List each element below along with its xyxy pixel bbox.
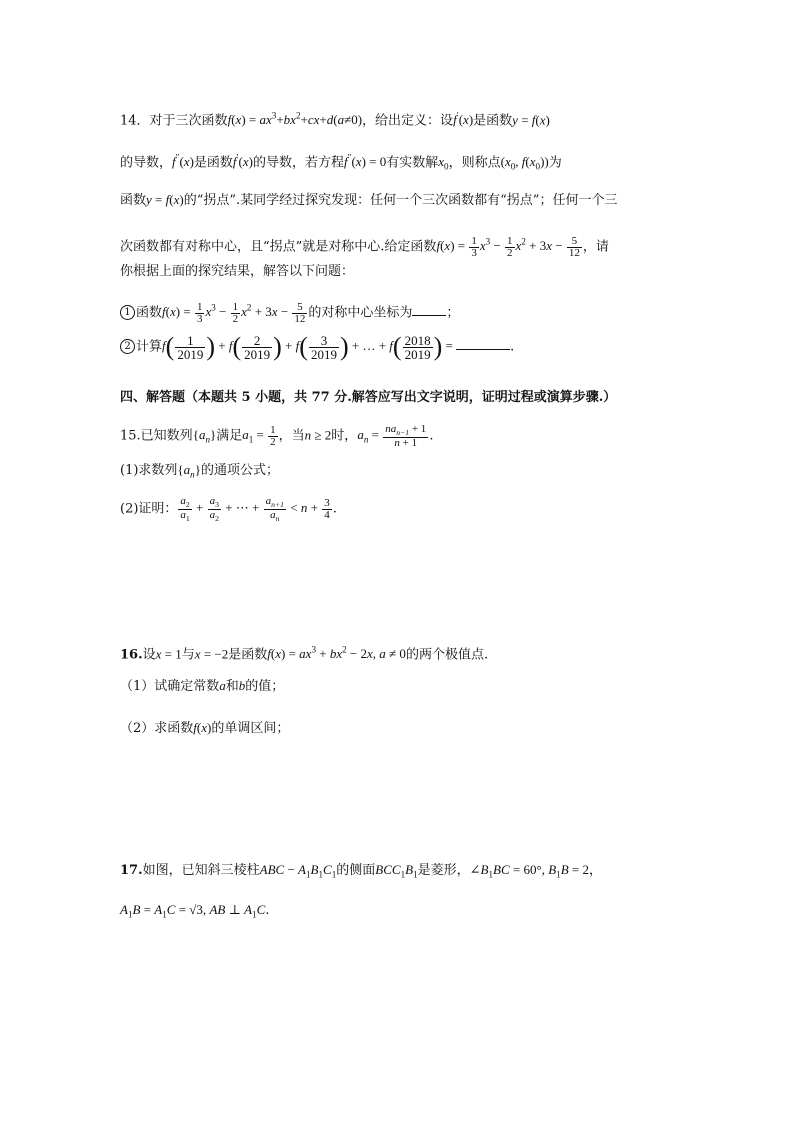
q15-part1: (1)求数列$\{a_n\}$的通项公式； bbox=[120, 462, 279, 480]
q14-sub1: 1 函数f(x) = $\frac{1}{3}$ $x^3$ − $\frac{1}{2}$ $x^2 + 3x$ − $\frac{5}{12}$ 的对称中心坐标为 ； bbox=[120, 298, 674, 325]
math-inequality: $\frac{a_2}{a_1}$ + $\frac{a_3}{a_2}$ + ⋯ + $\frac{a_{n+1}}{a_n}$ < n + $\frac{3}{4}$ bbox=[180, 495, 330, 524]
q15-part2: (2)证明： $\frac{a_2}{a_1}$ + $\frac{a_3}{a_2}$ + ⋯ + $\frac{a_{n+1}}{a_n}$ < n + $\frac{3}{4}$ . bbox=[120, 495, 337, 524]
q14-sub2: 2 计算f( $\frac{1}{2019}$ ) + f( $\frac{2}{2019}$ ) + f( $\frac{3}{2019}$ ) + … + f( $\frac{2018}{2019}$ ) = . bbox=[120, 334, 674, 361]
math-cubic-function: $f(x) = ax^3+bx^2+cx+d(a\ne 0)$ bbox=[227, 111, 363, 128]
q17-line1: 17.如图，已知斜三棱柱ABC − $A_1B_1C_1$的侧面$BCC_1B_1$是菱形，$\angle B_1BC = 60^\circ$, $B_1B = 2$， bbox=[120, 862, 603, 880]
circled-number-2: 2 bbox=[120, 339, 135, 354]
circled-number-1: 1 bbox=[120, 305, 135, 320]
q15-line1: 15.已知数列$\{a_n\}$满足$a_1$ = $\frac{1}{2}$ ，当n ≥ 2时，$a_n$ = $\frac{na_{n-1} + 1}{n + 1}$ . bbox=[120, 423, 434, 449]
math-given-function: f(x) = $\frac{1}{3}$ $x^3$ − $\frac{1}{2}$ $x^2 + 3x$ − $\frac{5}{12}$ bbox=[436, 234, 580, 259]
math-sum-expression: f( $\frac{1}{2019}$ ) + f( $\frac{2}{2019}$ ) + f( $\frac{3}{2019}$ ) + … + f( $\frac{2018}{2019}$ ) = bbox=[162, 332, 457, 362]
q14-line2: 的导数，f″(x)是函数f′(x)的导数，若方程f″(x) = 0有实数解$x_0$，则称点($x_0$, $f(x_0)$)为 bbox=[120, 153, 562, 172]
q17-line2: $A_1B = A_1C = √3$, AB ⊥ $A_1C$. bbox=[120, 902, 270, 920]
answer-blank-1[interactable] bbox=[412, 315, 446, 316]
answer-blank-2[interactable] bbox=[456, 349, 510, 350]
question-number: 17. bbox=[120, 863, 143, 878]
q14-line3: 函数y = f(x)的“拐点”.某同学经过探究发现：任何一个三次函数都有“拐点”；任何一个三 bbox=[120, 192, 618, 208]
question-number: 16. bbox=[120, 647, 143, 663]
question-number: 14． bbox=[120, 113, 150, 129]
q14-line5: 你根据上面的探究结果，解答以下问题： bbox=[120, 264, 355, 279]
q14-line4: 次函数都有对称中心，且“拐点”就是对称中心.给定函数f(x) = $\frac{1}{3}$ $x^3$ − $\frac{1}{2}$ $x^2 + 3x$ − $\frac{5}{12}$ ，请 bbox=[120, 234, 609, 259]
q16-part2: （2）求函数f(x)的单调区间； bbox=[120, 720, 290, 736]
q16-line1: 16.设x = 1与x = −2是函数$f(x) = ax^3 + bx^2 - 2x$, a ≠ 0的两个极值点. bbox=[120, 645, 489, 663]
q14-line1: 14．对于三次函数$f(x) = ax^3+bx^2+cx+d(a\ne 0)$，给出定义：设f′(x)是函数y = f(x) bbox=[120, 111, 550, 129]
q16-part1: （1）试确定常数a和b的值； bbox=[120, 678, 285, 694]
section-heading: 四、解答题（本题共 5 小题，共 77 分.解答应写出文字说明，证明过程或演算步骤.） bbox=[120, 390, 617, 405]
